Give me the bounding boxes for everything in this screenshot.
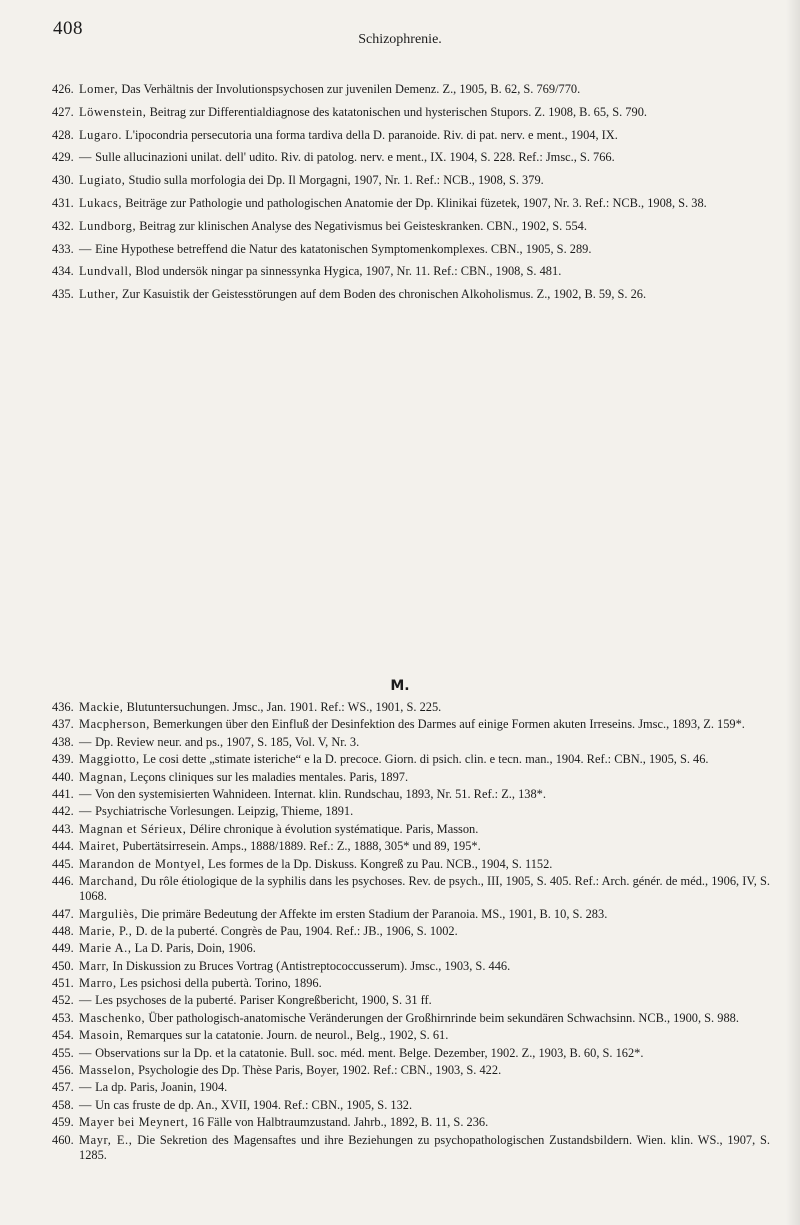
entry-author: Masselon, xyxy=(79,1063,135,1078)
entry-citation: Les psychoses de la puberté. Pariser Kongreßbericht, 1900, S. 31 ff. xyxy=(95,993,432,1008)
entry-number: 433. xyxy=(52,241,74,256)
entry-number: 439. xyxy=(52,752,74,767)
entry-citation: Sulle allucinazioni unilat. dell' udito. Riv. di patolog. nerv. e ment., IX. 1904, S. 228. Ref.: Jmsc., S. 766. xyxy=(95,150,615,165)
entry-number: 426. xyxy=(52,82,74,96)
entry-number: 436. xyxy=(52,700,74,714)
entry-citation: D. de la puberté. Congrès de Pau, 1904. Ref.: JB., 1906, S. 1002. xyxy=(135,923,458,938)
entry-author: Marguliès, xyxy=(79,906,139,921)
entry-author: — xyxy=(79,1080,92,1095)
bibliography-entry xyxy=(52,1063,770,1078)
bibliography-entry xyxy=(52,717,770,732)
entry-citation: Blutuntersuchungen. Jmsc., Jan. 1901. Ref.: WS., 1901, S. 225. xyxy=(126,700,442,714)
entry-author: Lugiato, xyxy=(79,173,126,188)
entry-author: Lukacs, xyxy=(79,195,123,210)
bibliography-entry xyxy=(52,173,770,188)
bibliography-entry xyxy=(52,907,770,922)
bibliography-entry xyxy=(52,924,770,939)
entry-author: Lomer, xyxy=(79,82,119,96)
bibliography-entry xyxy=(52,264,770,279)
entry-citation: Délire chronique à évolution systématique. Paris, Masson. xyxy=(189,821,479,836)
entry-author: Maggiotto, xyxy=(79,752,140,767)
entry-author: — xyxy=(79,1045,92,1060)
entry-author: — xyxy=(79,786,92,801)
entry-number: 432. xyxy=(52,218,74,233)
bibliography-entry xyxy=(52,857,770,872)
bibliography-entry xyxy=(52,1115,770,1130)
bibliography-entry xyxy=(52,752,770,767)
entry-number: 444. xyxy=(52,839,74,854)
entry-citation: Remarques sur la catatonie. Journ. de neurol., Belg., 1902, S. 61. xyxy=(126,1028,449,1043)
bibliography-entry xyxy=(52,874,770,904)
bibliography-entry xyxy=(52,787,770,802)
bibliography-entry xyxy=(52,959,770,974)
entry-author: — xyxy=(79,734,92,749)
entry-author: Marr, xyxy=(79,958,110,973)
entry-number: 460. xyxy=(52,1132,74,1147)
entry-author: Maschenko, xyxy=(79,1010,146,1025)
entry-citation: Von den systemisierten Wahnideen. Internat. klin. Rundschau, 1893, Nr. 51. Ref.: Z., 138*. xyxy=(94,786,546,801)
entry-citation: Dp. Review neur. and ps., 1907, S. 185, Vol. V, Nr. 3. xyxy=(95,734,360,749)
entry-number: 446. xyxy=(52,873,74,888)
entry-author: Marie A., xyxy=(79,941,132,956)
entry-number: 428. xyxy=(52,127,74,142)
bibliography-entry xyxy=(52,128,770,143)
entry-citation: Studio sulla morfologia dei Dp. Il Morgagni, 1907, Nr. 1. Ref.: NCB., 1908, S. 379. xyxy=(128,173,544,188)
bibliography-entry xyxy=(52,1011,770,1026)
entry-citation: Das Verhältnis der Involutionspsychosen zur juvenilen Demenz. Z., 1905, B. 62, S. 769/770. xyxy=(121,82,581,96)
entry-number: 455. xyxy=(52,1045,74,1060)
entry-number: 438. xyxy=(52,734,74,749)
bibliography-entry xyxy=(52,150,770,165)
entry-number: 442. xyxy=(52,804,74,819)
entry-author: Masoin, xyxy=(79,1028,124,1043)
entry-citation: Un cas fruste de dp. An., XVII, 1904. Ref.: CBN., 1905, S. 132. xyxy=(95,1097,413,1112)
entry-author: Mackie, xyxy=(79,700,124,714)
entry-citation: Leçons cliniques sur les maladies mentales. Paris, 1897. xyxy=(130,769,409,784)
bibliography-entry xyxy=(52,287,770,302)
page-edge-shadow xyxy=(786,0,800,1225)
entry-citation: Beiträge zur Pathologie und pathologischen Anatomie der Dp. Klinikai füzetek, 1907, Nr. 3. Ref.: NCB., 1908, S. 38. xyxy=(125,195,707,210)
bibliography-entry xyxy=(52,1098,770,1113)
entry-citation: Les psichosi della pubertà. Torino, 1896. xyxy=(119,976,322,991)
entry-citation: Le cosi dette „stimate isteriche“ e la D. precoce. Giorn. di psich. clin. e tecn. man., 1904. Ref.: CBN., 1905, S. 46. xyxy=(142,752,709,767)
entry-number: 441. xyxy=(52,786,74,801)
entry-number: 430. xyxy=(52,173,74,188)
entry-number: 452. xyxy=(52,993,74,1008)
entry-citation: Eine Hypothese betreffend die Natur des katatonischen Symptomenkomplexes. CBN., 1905, S. 289. xyxy=(95,241,592,256)
bibliography-entry xyxy=(52,242,770,257)
entry-number: 449. xyxy=(52,941,74,956)
entry-citation: La D. Paris, Doin, 1906. xyxy=(134,941,256,956)
section-letter: M. xyxy=(390,678,410,694)
entry-citation: Bemerkungen über den Einfluß der Desinfektion des Darmes auf einige Formen akuten Irreseins. Jmsc., 1893, Z. 159*. xyxy=(153,717,745,732)
entry-author: — xyxy=(79,804,92,819)
entry-number: 440. xyxy=(52,769,74,784)
entry-number: 459. xyxy=(52,1115,74,1130)
entry-citation: Du rôle étiologique de la syphilis dans les psychoses. Rev. de psych., III, 1905, S. 405. Ref.: Arch. génér. de méd., 1906, IV, S. 1068. xyxy=(79,873,770,904)
entry-citation: Observations sur la Dp. et la catatonie. Bull. soc. méd. ment. Belge. Dezember, 1902. Z., 1903, B. 60, S. 162*. xyxy=(95,1045,644,1060)
bibliography-entry xyxy=(52,1133,770,1163)
entry-author: Lundborg, xyxy=(79,218,137,233)
bibliography-entry xyxy=(52,993,770,1008)
entry-author: Mayer bei Meynert, xyxy=(79,1115,189,1130)
entry-number: 456. xyxy=(52,1063,74,1078)
entry-number: 458. xyxy=(52,1097,74,1112)
entry-author: Marro, xyxy=(79,976,117,991)
entry-citation: Beitrag zur Differentialdiagnose des katatonischen und hysterischen Stupors. Z. 1908, B. 65, S. 790. xyxy=(149,104,647,119)
entry-citation: In Diskussion zu Bruces Vortrag (Antistreptococcusserum). Jmsc., 1903, S. 446. xyxy=(112,958,511,973)
bibliography-entry xyxy=(52,196,770,211)
entry-author: Macpherson, xyxy=(79,717,150,732)
bibliography-entry xyxy=(52,219,770,234)
entry-number: 445. xyxy=(52,856,74,871)
entry-number: 434. xyxy=(52,264,74,279)
entry-citation: 16 Fälle von Halbtraumzustand. Jahrb., 1892, B. 11, S. 236. xyxy=(191,1115,489,1130)
entry-author: — xyxy=(79,150,92,165)
entry-number: 429. xyxy=(52,150,74,165)
entry-citation: Die Sekretion des Magensaftes und ihre Beziehungen zu psychopathologischen Zustandsbildern. Wien. klin. WS., 1907, S. 1285. xyxy=(79,1132,770,1162)
entry-author: Mayr, E., xyxy=(79,1132,133,1147)
entry-author: — xyxy=(79,993,92,1008)
entry-author: Marchand, xyxy=(79,873,138,888)
entry-citation: Die primäre Bedeutung der Affekte im ersten Stadium der Paranoia. MS., 1901, B. 10, S. 283. xyxy=(141,906,608,921)
entry-author: Lundvall, xyxy=(79,264,133,279)
entry-citation: Blod undersök ningar pa sinnessynka Hygica, 1907, Nr. 11. Ref.: CBN., 1908, S. 481. xyxy=(135,264,562,279)
entry-author: Lugaro. xyxy=(79,127,123,142)
entry-number: 431. xyxy=(52,195,74,210)
page-number: 408 xyxy=(53,18,83,39)
bibliography-entry xyxy=(52,700,770,715)
entry-author: Magnan et Sérieux, xyxy=(79,821,187,836)
bibliography-entry xyxy=(52,1080,770,1095)
entry-author: Luther, xyxy=(79,287,119,302)
bibliography-entry xyxy=(52,941,770,956)
entry-number: 443. xyxy=(52,821,74,836)
entry-author: Löwenstein, xyxy=(79,104,147,119)
bibliography-entry xyxy=(52,82,770,97)
bibliography-entry xyxy=(52,804,770,819)
entry-author: — xyxy=(79,1097,92,1112)
bibliography-entry xyxy=(52,735,770,750)
bibliography-entry xyxy=(52,822,770,837)
entry-number: 453. xyxy=(52,1010,74,1025)
bibliography-list-l xyxy=(52,82,770,310)
bibliography-entry xyxy=(52,839,770,854)
bibliography-entry xyxy=(52,1028,770,1043)
bibliography-entry xyxy=(52,770,770,785)
bibliography-list-m xyxy=(52,700,770,1165)
entry-citation: Psychiatrische Vorlesungen. Leipzig, Thieme, 1891. xyxy=(95,804,354,819)
entry-author: — xyxy=(79,241,92,256)
entry-number: 448. xyxy=(52,923,74,938)
entry-citation: Pubertätsirresein. Amps., 1888/1889. Ref.: Z., 1888, 305* und 89, 195*. xyxy=(122,839,481,854)
entry-number: 454. xyxy=(52,1028,74,1043)
entry-citation: Über pathologisch-anatomische Veränderungen der Großhirnrinde beim sekundären Schwachsinn. NCB., 1900, S. 988. xyxy=(148,1010,739,1025)
entry-number: 457. xyxy=(52,1080,74,1095)
entry-citation: Les formes de la Dp. Diskuss. Kongreß zu Pau. NCB., 1904, S. 1152. xyxy=(208,856,553,871)
bibliography-entry xyxy=(52,976,770,991)
entry-author: Mairet, xyxy=(79,839,120,854)
entry-citation: La dp. Paris, Joanin, 1904. xyxy=(95,1080,228,1095)
entry-citation: Zur Kasuistik der Geistesstörungen auf dem Boden des chronischen Alkoholismus. Z., 1902, B. 59, S. 26. xyxy=(121,287,647,302)
entry-number: 450. xyxy=(52,958,74,973)
entry-number: 451. xyxy=(52,976,74,991)
entry-citation: L'ipocondria persecutoria una forma tardiva della D. paranoide. Riv. di pat. nerv. e ment., 1904, IX. xyxy=(125,127,618,142)
entry-author: Magnan, xyxy=(79,769,127,784)
entry-author: Marie, P., xyxy=(79,923,133,938)
entry-citation: Psychologie des Dp. Thèse Paris, Boyer, 1902. Ref.: CBN., 1903, S. 422. xyxy=(138,1063,502,1078)
running-head: Schizophrenie. xyxy=(358,32,442,47)
entry-citation: Beitrag zur klinischen Analyse des Negativismus bei Geisteskranken. CBN., 1902, S. 554. xyxy=(139,218,587,233)
entry-author: Marandon de Montyel, xyxy=(79,856,205,871)
entry-number: 437. xyxy=(52,717,74,732)
bibliography-entry xyxy=(52,1046,770,1061)
entry-number: 447. xyxy=(52,906,74,921)
bibliography-entry xyxy=(52,105,770,120)
entry-number: 427. xyxy=(52,104,74,119)
entry-number: 435. xyxy=(52,287,74,302)
